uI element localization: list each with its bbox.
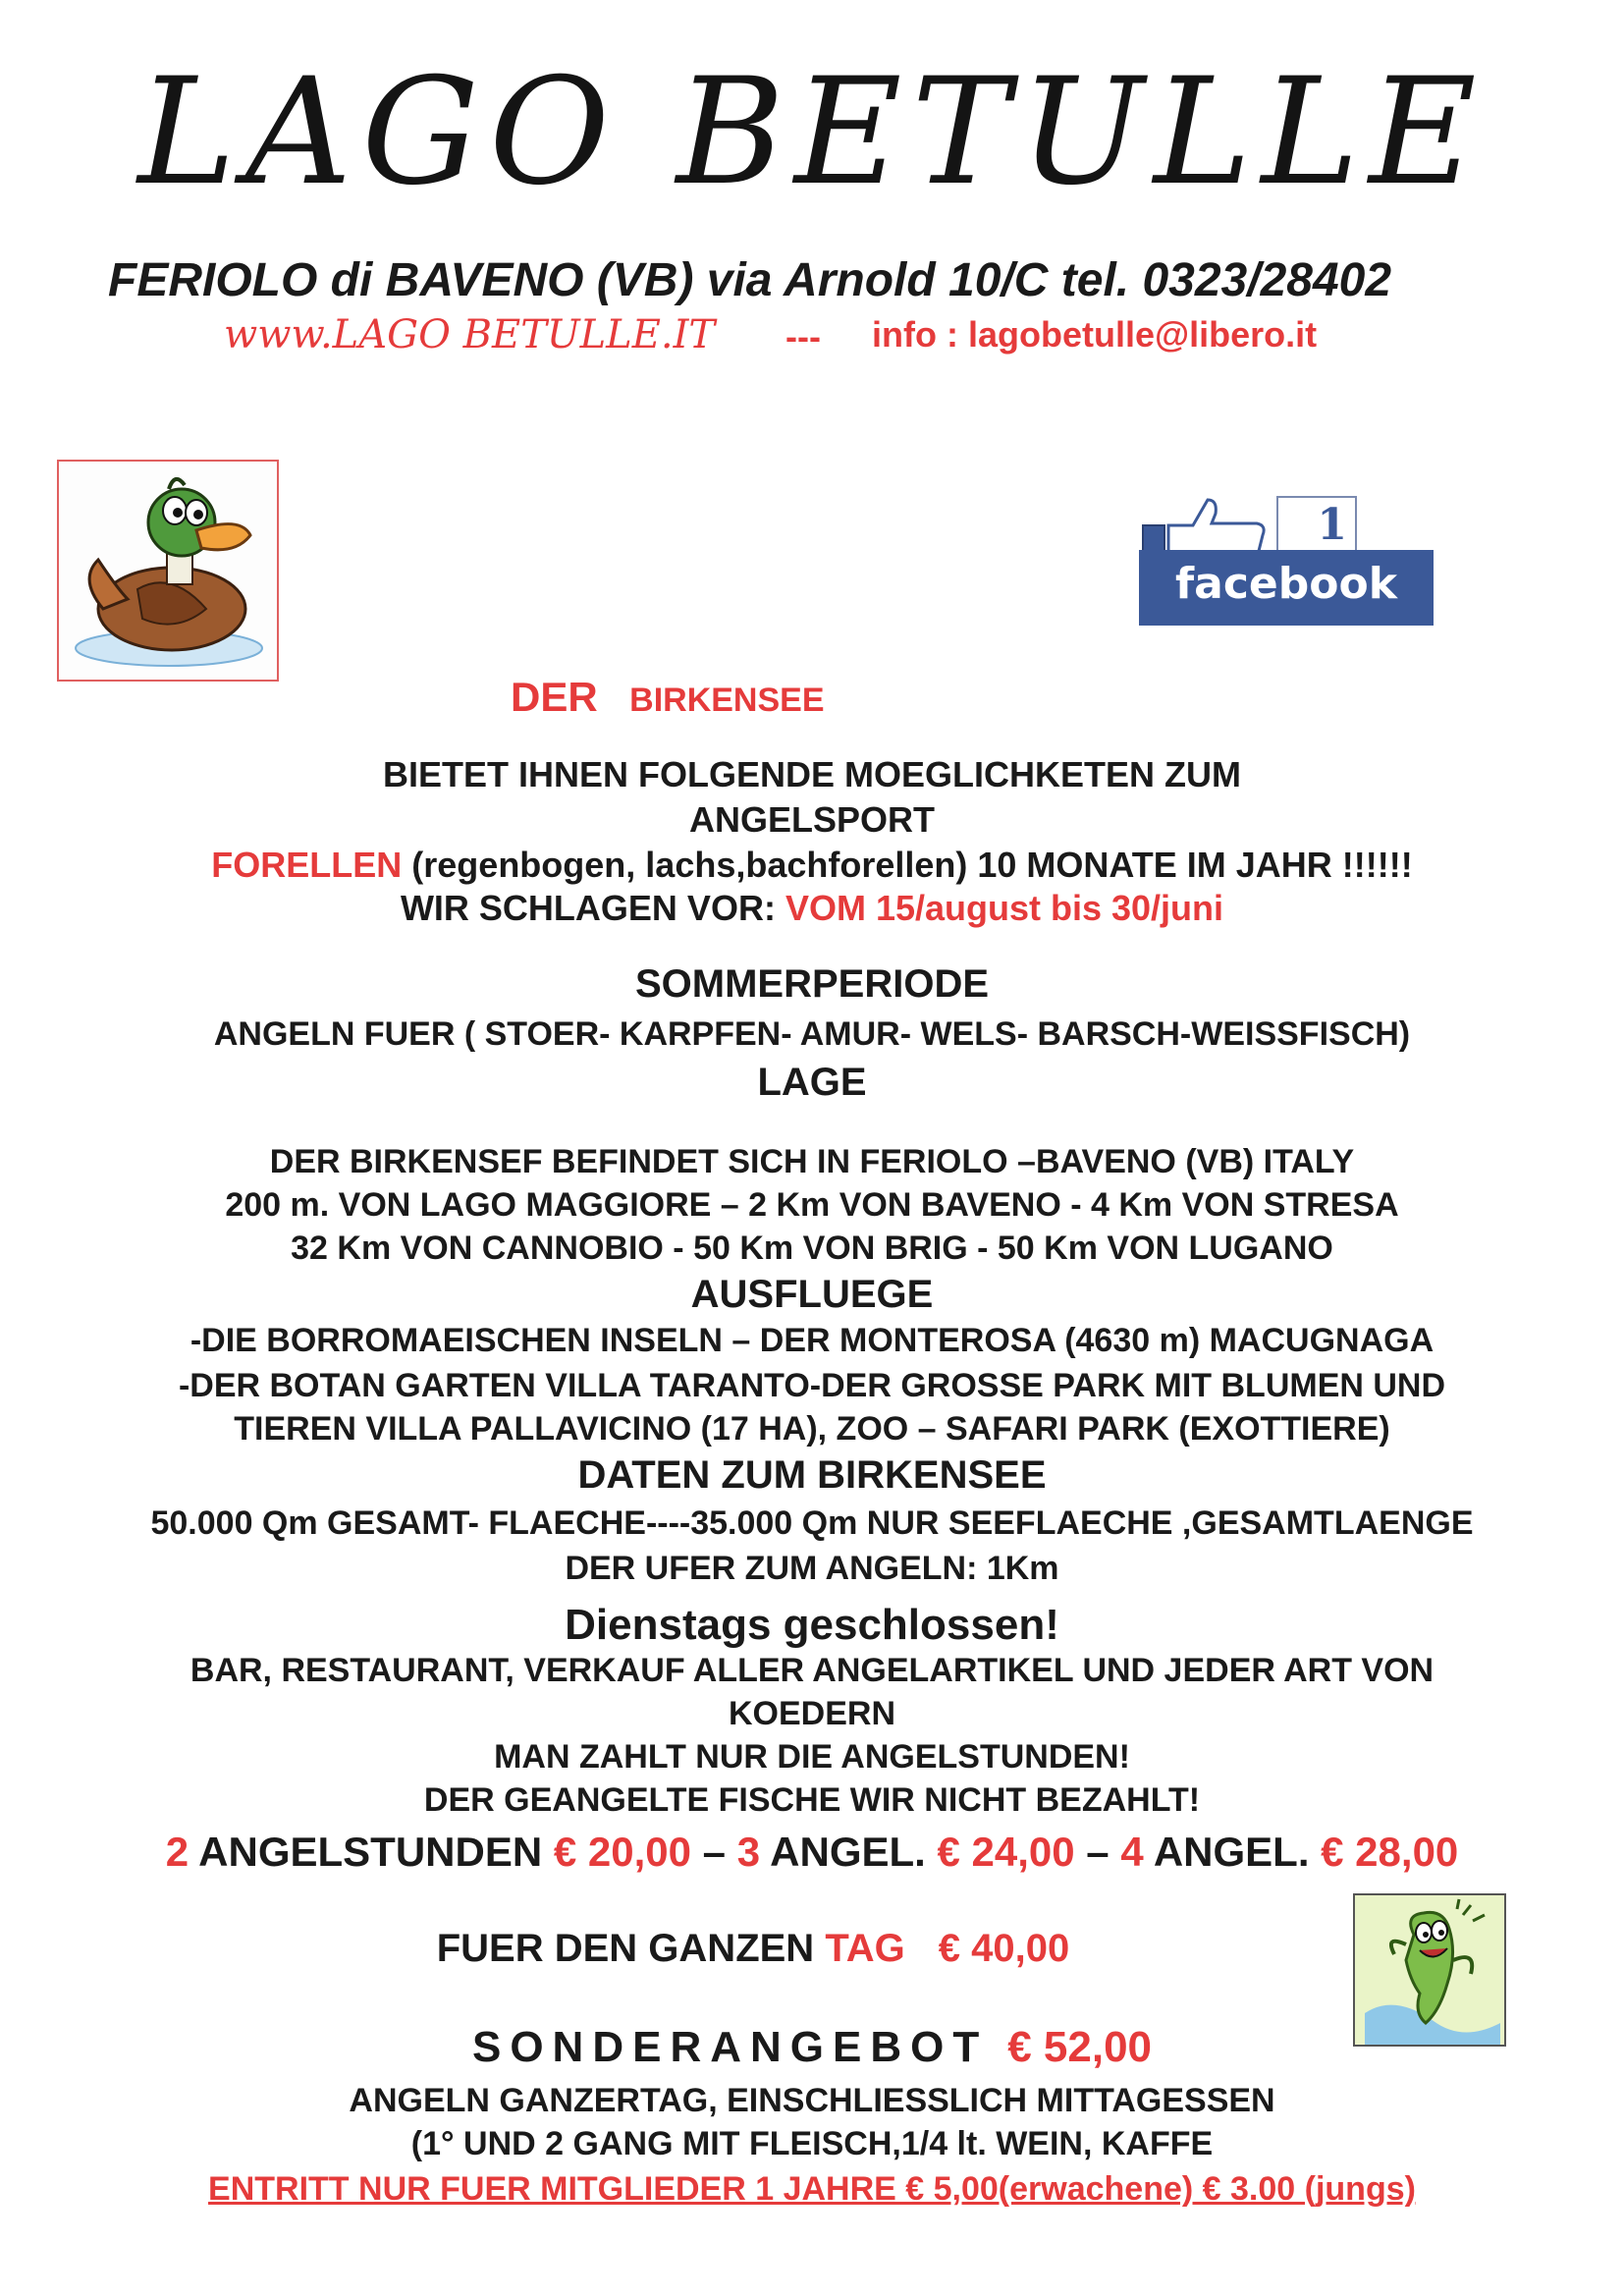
price-count-3: 3 — [736, 1829, 761, 1875]
services-line-3: MAN ZAHLT NUR DIE ANGELSTUNDEN! — [494, 1738, 1130, 1776]
special-price: € 52,00 — [1007, 2023, 1153, 2071]
sommer-text: ANGELN FUER ( STOER- KARPFEN- AMUR- WELS- BARSCH-WEISSFISCH) — [213, 1015, 1411, 1053]
ausfluege-title: AUSFLUEGE — [690, 1273, 934, 1316]
ausfluege-line-2: -DER BOTAN GARTEN VILLA TARANTO-DER GROSSE PARK MIT BLUMEN UND — [178, 1367, 1446, 1404]
lage-title: LAGE — [757, 1061, 867, 1104]
day-price: € 40,00 — [938, 1927, 1070, 1970]
special-offer-line — [0, 2023, 1624, 2072]
lage-line-3: 32 Km VON CANNOBIO - 50 Km VON BRIG - 50 Km VON LUGANO — [291, 1230, 1333, 1267]
page-title: LAGO BETULLE — [137, 47, 1487, 218]
ausfluege-line-1: -DIE BORROMAEISCHEN INSELN – DER MONTEROSA (4630 m) MACUGNAGA — [189, 1322, 1435, 1359]
special-title: SONDERANGEBOT — [471, 2023, 989, 2071]
website-link[interactable]: www.LAGO BETULLE.IT — [224, 312, 716, 357]
services-line-1: BAR, RESTAURANT, VERKAUF ALLER ANGELARTIKEL UND JEDER ART VON — [189, 1652, 1435, 1689]
forellen-label: FORELLEN — [211, 845, 403, 885]
schlagen-dates: VOM 15/august bis 30/juni — [785, 888, 1224, 928]
membership-line: ENTRITT NUR FUER MITGLIEDER 1 JAHRE € 5,00(erwachene) € 3.00 (jungs) — [208, 2170, 1416, 2208]
intro-line-1: BIETET IHNEN FOLGENDE MOEGLICHKETEN ZUM — [382, 754, 1241, 794]
daten-title: DATEN ZUM BIRKENSEE — [577, 1453, 1047, 1497]
prices-line — [0, 1829, 1624, 1876]
price-label-4: ANGEL. — [1143, 1829, 1322, 1875]
email-link[interactable]: info : lagobetulle@libero.it — [872, 314, 1318, 355]
duck-image — [57, 460, 279, 682]
price-label-3: ANGEL. — [760, 1829, 938, 1875]
daten-line-1: 50.000 Qm GESAMT- FLAECHE----35.000 Qm NUR SEEFLAECHE ,GESAMTLAENGE — [150, 1504, 1474, 1542]
facebook-label: facebook — [1175, 559, 1397, 609]
heading-birkensee: BIRKENSEE — [629, 682, 825, 719]
price-dash-2: – — [1074, 1829, 1121, 1875]
day-label: FUER DEN GANZEN — [436, 1927, 826, 1970]
separator: --- — [785, 316, 821, 356]
special-line-1: ANGELN GANZERTAG, EINSCHLIESSLICH MITTAGESSEN — [349, 2082, 1275, 2119]
heading-der-birkensee — [511, 674, 825, 721]
day-price-line — [0, 1927, 1565, 1971]
closed-notice: Dienstags geschlossen! — [565, 1601, 1059, 1649]
intro-line-2: ANGELSPORT — [688, 799, 935, 840]
forellen-details: (regenbogen, lachs,bachforellen) 10 MONATE IM JAHR !!!!!! — [402, 845, 1413, 885]
price-value-4: € 28,00 — [1321, 1829, 1459, 1875]
facebook-like-count: 1 — [1276, 496, 1357, 557]
ausfluege-line-3: TIEREN VILLA PALLAVICINO (17 HA), ZOO – SAFARI PARK (EXOTTIERE) — [234, 1410, 1390, 1448]
price-dash-1: – — [690, 1829, 737, 1875]
day-tag: TAG — [825, 1927, 905, 1970]
services-line-2: KOEDERN — [728, 1695, 896, 1732]
schlagen-line — [0, 888, 1624, 929]
price-label-2: ANGELSTUNDEN — [189, 1829, 554, 1875]
special-line-2: (1° UND 2 GANG MIT FLEISCH,1/4 lt. WEIN, KAFFE — [410, 2125, 1214, 2162]
schlagen-label: WIR SCHLAGEN VOR: — [400, 888, 785, 928]
duck-icon — [59, 462, 277, 680]
lage-line-1: DER BIRKENSEF BEFINDET SICH IN FERIOLO –BAVENO (VB) ITALY — [269, 1143, 1355, 1180]
price-value-2: € 20,00 — [553, 1829, 691, 1875]
facebook-badge[interactable] — [1139, 496, 1434, 626]
price-count-4: 4 — [1120, 1829, 1144, 1875]
heading-der: DER — [511, 674, 598, 720]
price-count-2: 2 — [165, 1829, 189, 1875]
services-line-4: DER GEANGELTE FISCHE WIR NICHT BEZAHLT! — [423, 1781, 1201, 1819]
lage-line-2: 200 m. VON LAGO MAGGIORE – 2 Km VON BAVENO - 4 Km VON STRESA — [225, 1186, 1399, 1224]
facebook-like-icon — [1139, 496, 1276, 557]
daten-line-2: DER UFER ZUM ANGELN: 1Km — [565, 1550, 1059, 1587]
price-value-3: € 24,00 — [937, 1829, 1075, 1875]
sommer-title: SOMMERPERIODE — [634, 962, 990, 1006]
address-line: FERIOLO di BAVENO (VB) via Arnold 10/C tel. 0323/28402 — [108, 254, 1392, 306]
forellen-line — [0, 845, 1624, 886]
